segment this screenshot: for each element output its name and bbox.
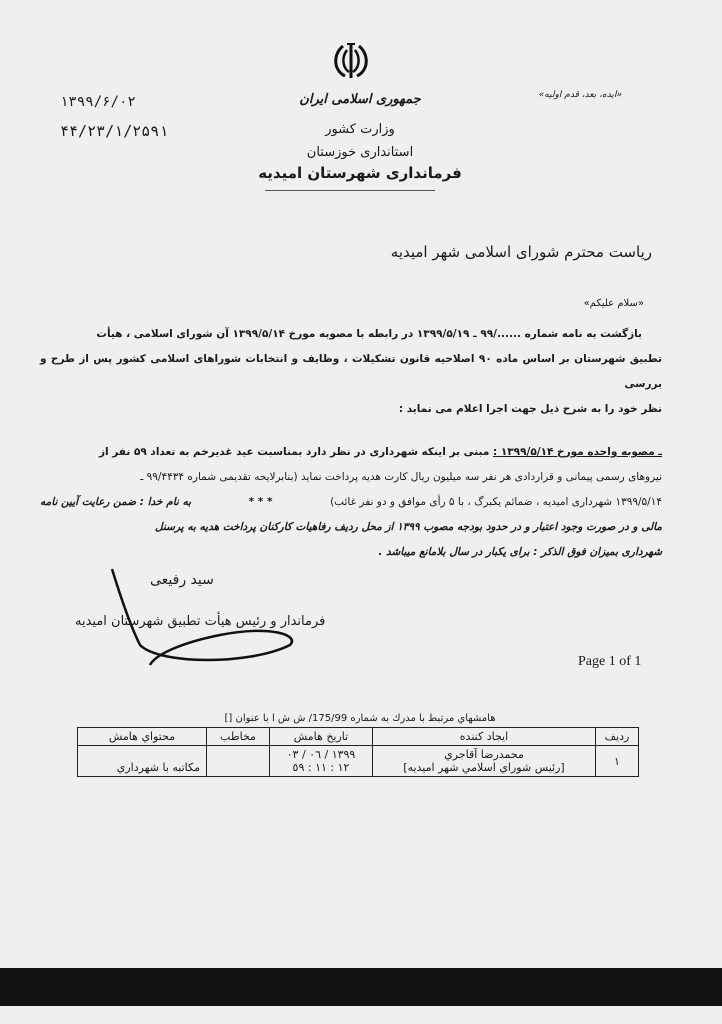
col-date: تاريخ هامش [270,728,373,746]
province-office-name: استانداری خوزستان [306,145,414,160]
ruling-prefix: به نام خدا : ضمن رعایت آیین نامه [40,496,192,508]
letter-body [40,322,662,565]
scan-edge-bar [0,968,722,1006]
signer-name: سید رفیعی [150,572,214,588]
col-creator: ايجاد كننده [373,728,596,746]
governorate-name: فرمانداری شهرستان امیدیه [258,164,462,182]
paragraph3-line2: شهرداری بمیزان فوق الذکر : برای یکبار در سال بلامانع میباشد . [378,546,662,558]
resolution-label: ـ مصوبه واحده مورخ ۱۳۹۹/۵/۱۴ : [493,446,662,458]
iran-emblem-icon [331,40,371,82]
paragraph3-line1: مالی و در صورت وجود اعتبار و در حدود بودجه مصوب ۱۳۹۹ از محل ردیف رفاهیات کارکنان پرداخت هدیه به پرسنل [155,521,662,533]
letter-date: ۱۳۹۹/۶/۰۲ [60,94,136,110]
reference-number: ۴۴/۲۳/۱/۲۵۹۱ [60,122,169,140]
paragraph1-line1: بازگشت به نامه شماره ....../۹۹ ـ ۱۳۹۹/۵/۱۹ در رابطه با مصوبه مورخ ۱۳۹۹/۵/۱۴ آن شورای اسلامی ، هیأت [96,328,642,340]
notes-table [77,727,639,777]
ruling-line [40,490,662,515]
row-content: مكاتبه با شهرداري [78,746,207,777]
country-name: جمهوری اسلامی ایران [299,92,421,107]
note-time: ١٢ : ١١ : ٥٩ [292,761,350,774]
motto: «ایده، بعد، قدم اولیه» [538,90,622,100]
col-index: رديف [596,728,639,746]
notes-caption: هامشهاي مرتبط با مدرك به شماره 175/99/ ش ش ا با عنوان [] [224,713,496,724]
paragraph-gap [40,422,662,440]
row-creator [373,746,596,777]
page-indicator: Page 1 of 1 [578,654,642,669]
table-row [78,746,639,777]
row-date [270,746,373,777]
paragraph1-line3: نظر خود را به شرح ذیل جهت اجرا اعلام می نماید : [398,403,662,415]
row-recipient [207,746,270,777]
note-date: ١٣٩٩ / ٠٦ / ٠٣ [286,748,356,761]
creator-name: محمدرضا آقاجري [444,748,524,761]
row-index: ١ [596,746,639,777]
separator-stars: * * * [248,496,273,508]
greeting: «سلام علیکم» [583,298,644,309]
creator-role: [رئيس شوراي اسلامي شهر اميديه] [403,761,565,774]
paragraph2-line3: ۱۳۹۹/۵/۱۴ شهرداری امیدیه ، ضمائم یکبرگ ، با ۵ رأی موافق و دو نفر غائب) [330,496,662,508]
header-divider [265,190,435,191]
col-recipient: مخاطب [207,728,270,746]
paragraph1-line2: تطبیق شهرستان بر اساس ماده ۹۰ اصلاحیه قانون تشکیلات ، وظایف و انتخابات شوراهای اسلامی کشور پس از طرح و بررسی [40,353,662,390]
signer-title: فرماندار و رئیس هیأت تطبیق شهرستان امیدیه [75,614,326,629]
ministry-name: وزارت کشور [325,122,395,137]
notes-header-row [78,728,639,746]
paragraph2-line1: مبنی بر اینکه شهرداری در نظر دارد بمناسبت عید غدیرخم به تعداد ۵۹ نفر از [98,446,490,458]
addressee: ریاست محترم شورای اسلامی شهر امیدیه [390,243,652,261]
resolution-line1 [40,440,662,465]
paragraph2-line2: نیروهای رسمی پیمانی و قراردادی هر نفر سه میلیون ریال کارت هدیه پرداخت نماید (بنابرلایحه تقدیمی شماره ۹۹/۴۴۳۴ ـ [140,471,662,483]
col-content: محتواي هامش [78,728,207,746]
